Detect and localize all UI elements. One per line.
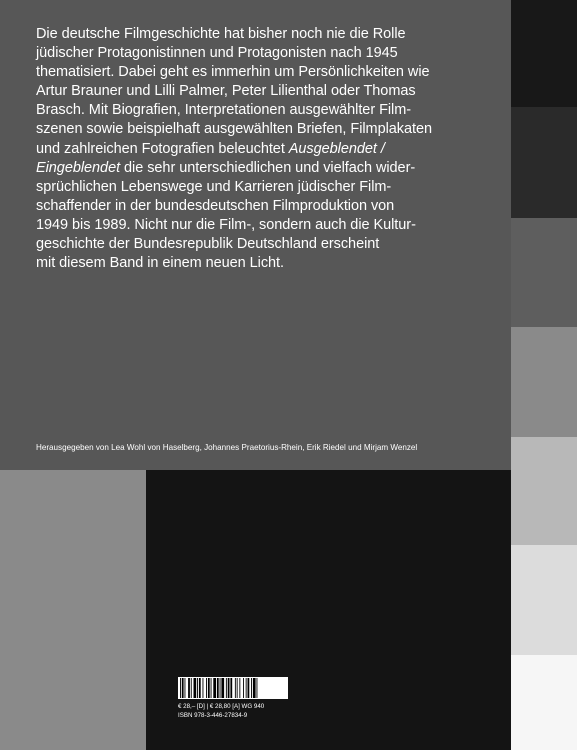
gray-strip-7 [511,655,577,750]
barcode-bar [243,678,244,698]
barcode-area [178,677,290,725]
gray-strip-4 [511,327,577,437]
barcode-bar [206,678,207,698]
barcode-bar [220,678,221,698]
barcode-bar [221,678,224,698]
barcode-bar [217,678,219,698]
barcode-bar [185,678,186,698]
gray-strip-1 [511,0,577,107]
barcode-bar [248,678,250,698]
lower-left-block [0,470,146,750]
isbn-line: ISBN 978-3-446-27834-9 [178,712,248,719]
barcode-bar [235,678,236,698]
book-title-italic: Ausgeblendet / Eingeblendet [36,140,385,176]
blurb-text-part-1: Die deutsche Filmgeschichte hat bisher noch nie die Rolle jüdischer Protagonistinnen und Protagonisten nach 1945 thematisiert. Dabei geht es immerhin um Persönlichkeiten wie Artur Brauner und Lilli Palmer, Peter Lilienthal oder Thomas Brasch. Mit Biografien, Interpretationen ausgewählter Film- szenen sowie beispielhaft ausgewählten Briefen, Filmplakaten und zahlreichen Fotografien beleuchtet [36,26,432,157]
editors-line: Herausgegeben von Lea Wohl von Haselberg, Johannes Praetorius-Rhein, Erik Riedel und Mirjam Wenzel [36,443,418,452]
gray-strip-5 [511,437,577,545]
barcode-bar [199,678,201,698]
barcode-bar [211,678,212,698]
gray-strip-6 [511,545,577,655]
barcode-bar [239,678,240,698]
barcode-bar [180,678,181,698]
barcode-bar [191,678,192,698]
barcode-bar [257,678,258,698]
barcode [178,677,288,699]
blurb-text-part-2: die sehr unterschiedlichen und vielfach wider- sprüchlichen Lebenswege und Karrieren jüdischer Film- schaffender in der bundesdeutschen Filmproduktion von 1949 bis 1989. Nicht nur die Film-, sondern auch die Kultur- geschichte der Bundesrepublik Deutschland erscheint mit diesem Band in einem neuen Licht. [36,159,416,272]
barcode-bar [251,678,252,698]
barcode-bar [194,678,197,698]
barcode-bar [208,678,210,698]
barcode-bar [226,678,227,698]
barcode-bar [228,678,230,698]
barcode-bar [182,678,184,698]
gray-strip-3 [511,218,577,327]
barcode-bar [246,678,247,698]
barcode-bar [188,678,190,698]
gray-strip-2 [511,107,577,218]
barcode-bar [230,678,232,698]
barcode-bar [197,678,198,698]
blurb-text [36,25,491,273]
barcode-bar [213,678,216,698]
barcode-bar [253,678,256,698]
barcode-bar [203,678,204,698]
barcode-bar [237,678,238,698]
price-line: € 28,– [D] | € 28,80 [A] WG 940 [178,703,265,710]
